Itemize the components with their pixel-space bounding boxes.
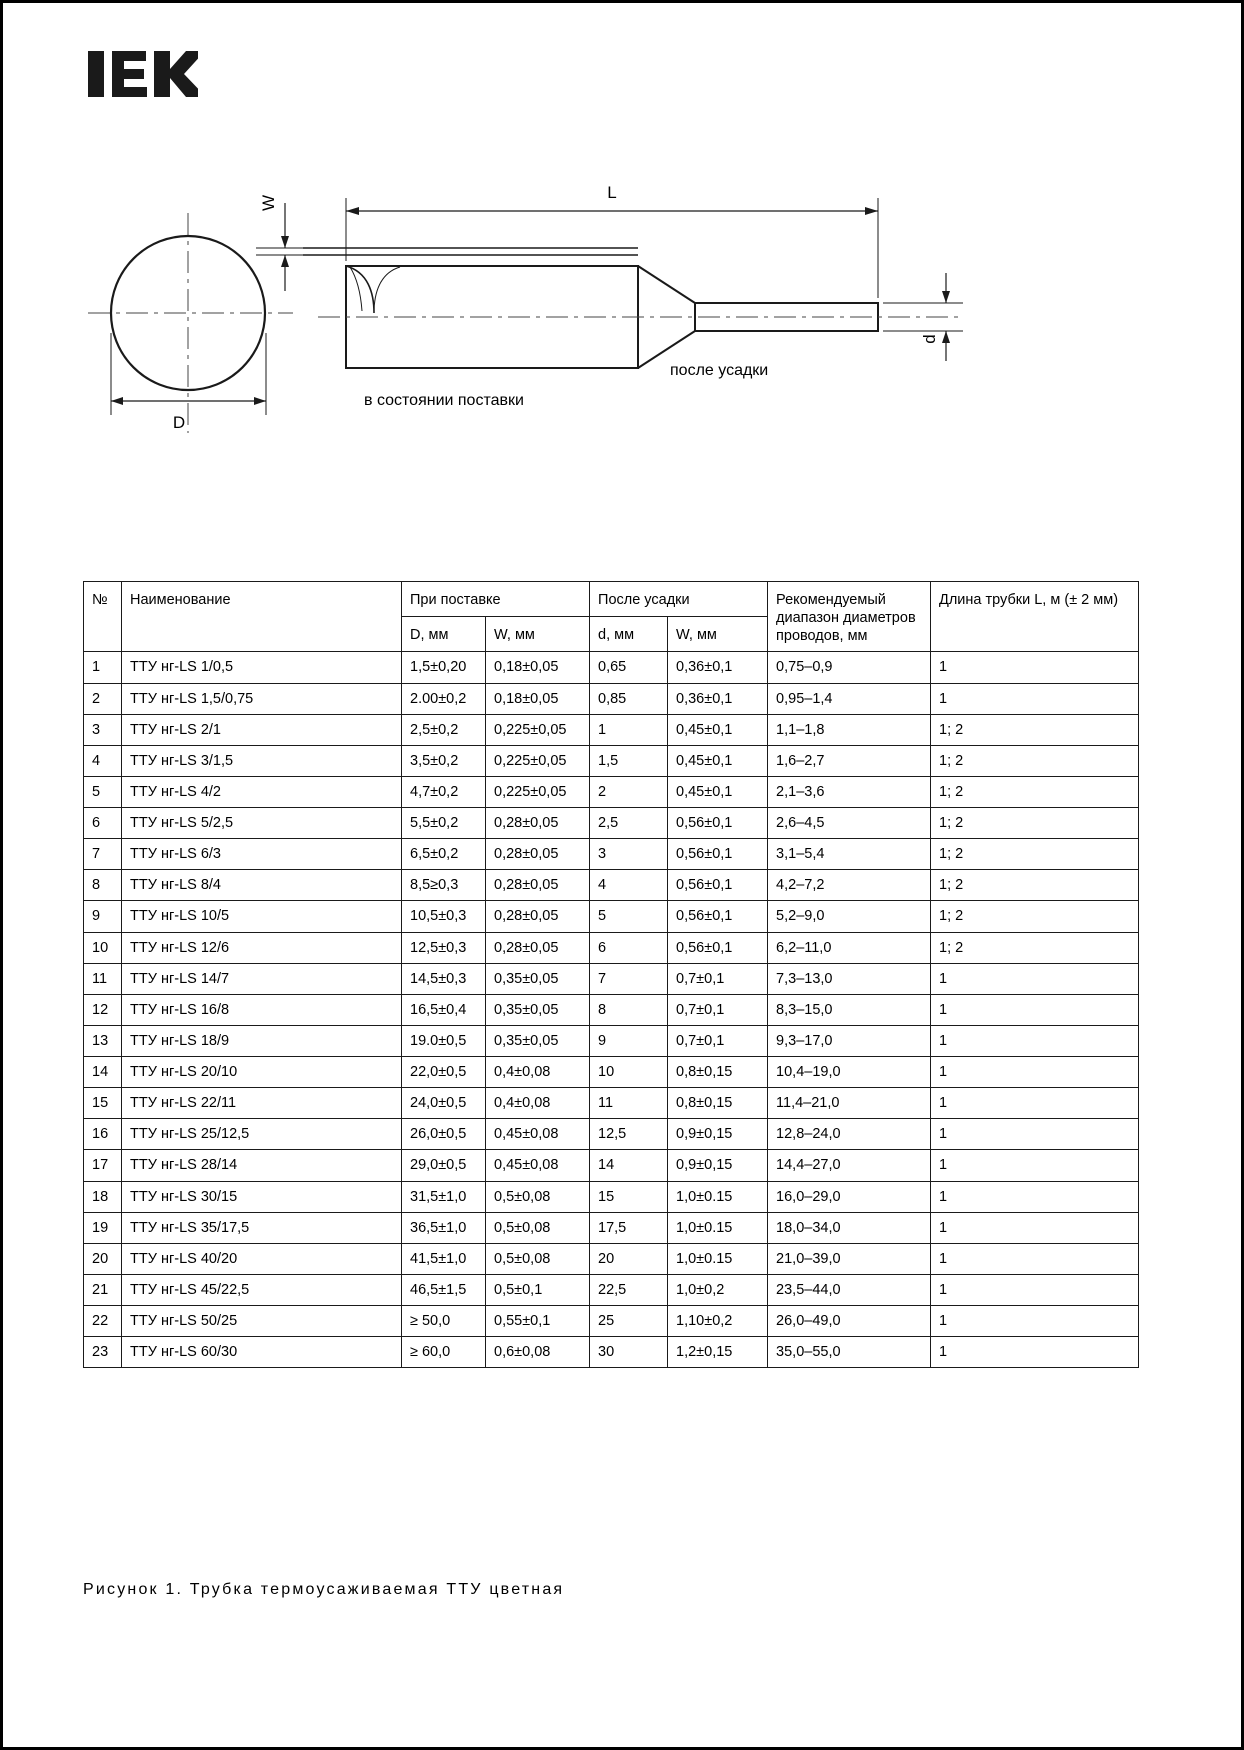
cell-length: 1: [931, 1088, 1139, 1119]
cell-supply-d: 1,5±0,20: [402, 652, 486, 683]
cell-supply-w: 0,45±0,08: [486, 1119, 590, 1150]
cell-num: 7: [84, 839, 122, 870]
cell-shrink-w: 0,56±0,1: [668, 932, 768, 963]
th-name: Наименование: [122, 582, 402, 652]
label-as-supplied: в состоянии поставки: [364, 392, 524, 409]
cell-range: 23,5–44,0: [768, 1274, 931, 1305]
cell-supply-d: 26,0±0,5: [402, 1119, 486, 1150]
cell-shrink-w: 0,56±0,1: [668, 839, 768, 870]
cell-supply-d: 3,5±0,2: [402, 745, 486, 776]
cell-num: 11: [84, 963, 122, 994]
cell-shrink-d: 20: [590, 1243, 668, 1274]
cell-supply-d: 14,5±0,3: [402, 963, 486, 994]
cell-length: 1; 2: [931, 839, 1139, 870]
spec-table: [83, 581, 1139, 1368]
cell-shrink-d: 0,85: [590, 683, 668, 714]
cell-name: ТТУ нг-LS 3/1,5: [122, 745, 402, 776]
cell-length: 1: [931, 1306, 1139, 1337]
cell-supply-d: 31,5±1,0: [402, 1181, 486, 1212]
cell-num: 18: [84, 1181, 122, 1212]
cell-length: 1; 2: [931, 808, 1139, 839]
cell-length: 1: [931, 994, 1139, 1025]
cell-num: 19: [84, 1212, 122, 1243]
table-row: [84, 1088, 1139, 1119]
cell-supply-w: 0,45±0,08: [486, 1150, 590, 1181]
technical-drawing: [78, 143, 1138, 503]
label-after-shrink: после усадки: [670, 362, 769, 379]
th-shrink-d: d, мм: [590, 617, 668, 652]
cell-shrink-d: 12,5: [590, 1119, 668, 1150]
cell-supply-d: 22,0±0,5: [402, 1057, 486, 1088]
cell-range: 7,3–13,0: [768, 963, 931, 994]
cell-supply-w: 0,28±0,05: [486, 839, 590, 870]
cell-supply-w: 0,4±0,08: [486, 1057, 590, 1088]
cell-shrink-d: 1: [590, 714, 668, 745]
cell-name: ТТУ нг-LS 35/17,5: [122, 1212, 402, 1243]
cell-shrink-w: 1,0±0,2: [668, 1274, 768, 1305]
cell-num: 2: [84, 683, 122, 714]
cell-name: ТТУ нг-LS 18/9: [122, 1025, 402, 1056]
cell-length: 1: [931, 963, 1139, 994]
cell-range: 0,75–0,9: [768, 652, 931, 683]
cell-shrink-w: 0,45±0,1: [668, 745, 768, 776]
cell-supply-d: 36,5±1,0: [402, 1212, 486, 1243]
cell-shrink-w: 0,8±0,15: [668, 1057, 768, 1088]
table-row: [84, 714, 1139, 745]
cell-num: 15: [84, 1088, 122, 1119]
cell-shrink-d: 0,65: [590, 652, 668, 683]
cell-shrink-w: 0,56±0,1: [668, 901, 768, 932]
cell-shrink-w: 0,9±0,15: [668, 1119, 768, 1150]
cell-shrink-w: 1,2±0,15: [668, 1337, 768, 1368]
cell-length: 1: [931, 1119, 1139, 1150]
table-row: [84, 1057, 1139, 1088]
cell-range: 8,3–15,0: [768, 994, 931, 1025]
table-row: [84, 808, 1139, 839]
cell-range: 21,0–39,0: [768, 1243, 931, 1274]
cell-shrink-d: 5: [590, 901, 668, 932]
cell-num: 3: [84, 714, 122, 745]
label-D: D: [172, 413, 186, 432]
cell-length: 1: [931, 1057, 1139, 1088]
cell-shrink-d: 22,5: [590, 1274, 668, 1305]
cell-range: 2,1–3,6: [768, 776, 931, 807]
cell-supply-w: 0,5±0,08: [486, 1181, 590, 1212]
cell-range: 14,4–27,0: [768, 1150, 931, 1181]
cell-num: 1: [84, 652, 122, 683]
cell-shrink-w: 0,7±0,1: [668, 963, 768, 994]
cell-num: 20: [84, 1243, 122, 1274]
cell-supply-d: 5,5±0,2: [402, 808, 486, 839]
cell-name: ТТУ нг-LS 22/11: [122, 1088, 402, 1119]
cell-shrink-w: 1,0±0.15: [668, 1212, 768, 1243]
cell-shrink-d: 10: [590, 1057, 668, 1088]
cell-supply-w: 0,5±0,1: [486, 1274, 590, 1305]
cell-shrink-w: 0,56±0,1: [668, 870, 768, 901]
cell-num: 10: [84, 932, 122, 963]
cell-supply-w: 0,225±0,05: [486, 714, 590, 745]
cell-shrink-w: 0,56±0,1: [668, 808, 768, 839]
cell-length: 1: [931, 1150, 1139, 1181]
table-row: [84, 745, 1139, 776]
cell-range: 4,2–7,2: [768, 870, 931, 901]
cell-name: ТТУ нг-LS 45/22,5: [122, 1274, 402, 1305]
cell-shrink-w: 0,9±0,15: [668, 1150, 768, 1181]
th-supply-d: D, мм: [402, 617, 486, 652]
cell-shrink-d: 30: [590, 1337, 668, 1368]
cell-shrink-d: 8: [590, 994, 668, 1025]
cell-length: 1: [931, 652, 1139, 683]
cell-length: 1; 2: [931, 870, 1139, 901]
cell-shrink-d: 15: [590, 1181, 668, 1212]
cell-supply-w: 0,35±0,05: [486, 963, 590, 994]
cell-name: ТТУ нг-LS 8/4: [122, 870, 402, 901]
cell-length: 1: [931, 1212, 1139, 1243]
cell-supply-w: 0,28±0,05: [486, 901, 590, 932]
cell-name: ТТУ нг-LS 4/2: [122, 776, 402, 807]
cell-name: ТТУ нг-LS 30/15: [122, 1181, 402, 1212]
cell-range: 9,3–17,0: [768, 1025, 931, 1056]
cell-num: 16: [84, 1119, 122, 1150]
cell-length: 1; 2: [931, 932, 1139, 963]
cell-range: 12,8–24,0: [768, 1119, 931, 1150]
cell-supply-d: ≥ 60,0: [402, 1337, 486, 1368]
cell-range: 1,1–1,8: [768, 714, 931, 745]
cell-supply-w: 0,18±0,05: [486, 683, 590, 714]
table-row: [84, 652, 1139, 683]
cell-length: 1: [931, 1274, 1139, 1305]
cell-name: ТТУ нг-LS 28/14: [122, 1150, 402, 1181]
cell-supply-w: 0,28±0,05: [486, 870, 590, 901]
cell-supply-d: 12,5±0,3: [402, 932, 486, 963]
cell-length: 1: [931, 1243, 1139, 1274]
cell-range: 35,0–55,0: [768, 1337, 931, 1368]
figure-caption: Рисунок 1. Трубка термоусаживаемая ТТУ цветная: [83, 1581, 565, 1598]
cell-supply-d: 24,0±0,5: [402, 1088, 486, 1119]
table-header-row-1: [84, 582, 1139, 617]
cell-supply-d: 19.0±0,5: [402, 1025, 486, 1056]
cell-supply-w: 0,18±0,05: [486, 652, 590, 683]
cell-range: 3,1–5,4: [768, 839, 931, 870]
cell-shrink-d: 9: [590, 1025, 668, 1056]
cell-shrink-w: 0,7±0,1: [668, 1025, 768, 1056]
th-shrink-w: W, мм: [668, 617, 768, 652]
table-row: [84, 932, 1139, 963]
cell-supply-w: 0,28±0,05: [486, 808, 590, 839]
cell-supply-d: 29,0±0,5: [402, 1150, 486, 1181]
cell-supply-d: 2.00±0,2: [402, 683, 486, 714]
table-row: [84, 1243, 1139, 1274]
cell-length: 1; 2: [931, 776, 1139, 807]
cell-shrink-d: 6: [590, 932, 668, 963]
cell-supply-d: 41,5±1,0: [402, 1243, 486, 1274]
cell-length: 1: [931, 683, 1139, 714]
cell-range: 26,0–49,0: [768, 1306, 931, 1337]
cell-supply-w: 0,5±0,08: [486, 1212, 590, 1243]
cell-supply-w: 0,5±0,08: [486, 1243, 590, 1274]
cell-shrink-w: 1,0±0.15: [668, 1243, 768, 1274]
cell-shrink-w: 0,36±0,1: [668, 683, 768, 714]
table-row: [84, 1119, 1139, 1150]
cell-supply-d: 16,5±0,4: [402, 994, 486, 1025]
table-row: [84, 1181, 1139, 1212]
cell-supply-w: 0,28±0,05: [486, 932, 590, 963]
table-row: [84, 1150, 1139, 1181]
cell-name: ТТУ нг-LS 12/6: [122, 932, 402, 963]
label-L: L: [607, 183, 617, 202]
table-row: [84, 1306, 1139, 1337]
cell-name: ТТУ нг-LS 1/0,5: [122, 652, 402, 683]
cell-shrink-w: 0,8±0,15: [668, 1088, 768, 1119]
cell-supply-w: 0,55±0,1: [486, 1306, 590, 1337]
cell-num: 13: [84, 1025, 122, 1056]
cell-num: 23: [84, 1337, 122, 1368]
cell-shrink-w: 0,45±0,1: [668, 776, 768, 807]
cell-shrink-d: 14: [590, 1150, 668, 1181]
cell-name: ТТУ нг-LS 50/25: [122, 1306, 402, 1337]
th-range: Рекомендуемый диапазон диаметров проводов, мм: [768, 582, 931, 652]
cell-length: 1; 2: [931, 714, 1139, 745]
cell-supply-d: 8,5≥0,3: [402, 870, 486, 901]
cell-supply-w: 0,6±0,08: [486, 1337, 590, 1368]
cell-num: 17: [84, 1150, 122, 1181]
table-row: [84, 994, 1139, 1025]
spec-table-wrapper: [83, 581, 1138, 1368]
cell-name: ТТУ нг-LS 1,5/0,75: [122, 683, 402, 714]
th-length: Длина трубки L, м (± 2 мм): [931, 582, 1139, 652]
cell-shrink-w: 0,45±0,1: [668, 714, 768, 745]
table-row: [84, 870, 1139, 901]
cell-range: 16,0–29,0: [768, 1181, 931, 1212]
cell-shrink-w: 1,10±0,2: [668, 1306, 768, 1337]
cell-supply-d: ≥ 50,0: [402, 1306, 486, 1337]
table-row: [84, 1337, 1139, 1368]
cell-shrink-w: 0,7±0,1: [668, 994, 768, 1025]
iek-logo: [88, 43, 198, 105]
cell-shrink-w: 0,36±0,1: [668, 652, 768, 683]
cell-range: 18,0–34,0: [768, 1212, 931, 1243]
table-row: [84, 901, 1139, 932]
cell-name: ТТУ нг-LS 40/20: [122, 1243, 402, 1274]
cell-range: 5,2–9,0: [768, 901, 931, 932]
cell-length: 1: [931, 1337, 1139, 1368]
cell-supply-d: 46,5±1,5: [402, 1274, 486, 1305]
cell-range: 1,6–2,7: [768, 745, 931, 776]
cell-shrink-d: 25: [590, 1306, 668, 1337]
cell-num: 4: [84, 745, 122, 776]
cell-shrink-d: 17,5: [590, 1212, 668, 1243]
table-row: [84, 1212, 1139, 1243]
table-row: [84, 683, 1139, 714]
cell-num: 21: [84, 1274, 122, 1305]
cell-name: ТТУ нг-LS 2/1: [122, 714, 402, 745]
th-supply-w: W, мм: [486, 617, 590, 652]
cell-shrink-w: 1,0±0.15: [668, 1181, 768, 1212]
th-supply-group: При поставке: [402, 582, 590, 617]
cell-num: 5: [84, 776, 122, 807]
cell-range: 10,4–19,0: [768, 1057, 931, 1088]
cell-name: ТТУ нг-LS 25/12,5: [122, 1119, 402, 1150]
cell-supply-d: 6,5±0,2: [402, 839, 486, 870]
cell-shrink-d: 1,5: [590, 745, 668, 776]
cell-name: ТТУ нг-LS 20/10: [122, 1057, 402, 1088]
cell-length: 1; 2: [931, 745, 1139, 776]
cell-supply-w: 0,4±0,08: [486, 1088, 590, 1119]
cell-name: ТТУ нг-LS 10/5: [122, 901, 402, 932]
cell-supply-w: 0,35±0,05: [486, 994, 590, 1025]
table-row: [84, 776, 1139, 807]
table-row: [84, 1274, 1139, 1305]
table-row: [84, 963, 1139, 994]
cell-length: 1: [931, 1025, 1139, 1056]
cell-length: 1; 2: [931, 901, 1139, 932]
cell-shrink-d: 3: [590, 839, 668, 870]
cell-num: 6: [84, 808, 122, 839]
logo-icon: [88, 43, 198, 105]
th-shrink-group: После усадки: [590, 582, 768, 617]
cell-name: ТТУ нг-LS 5/2,5: [122, 808, 402, 839]
cell-range: 11,4–21,0: [768, 1088, 931, 1119]
cell-supply-w: 0,225±0,05: [486, 745, 590, 776]
cell-num: 12: [84, 994, 122, 1025]
cell-shrink-d: 7: [590, 963, 668, 994]
cell-range: 0,95–1,4: [768, 683, 931, 714]
table-row: [84, 1025, 1139, 1056]
cell-num: 22: [84, 1306, 122, 1337]
cell-supply-w: 0,35±0,05: [486, 1025, 590, 1056]
cell-supply-d: 10,5±0,3: [402, 901, 486, 932]
table-body: [84, 652, 1139, 1368]
label-d: d: [920, 334, 939, 344]
cell-name: ТТУ нг-LS 6/3: [122, 839, 402, 870]
cell-shrink-d: 2,5: [590, 808, 668, 839]
cell-num: 14: [84, 1057, 122, 1088]
cell-range: 6,2–11,0: [768, 932, 931, 963]
cell-shrink-d: 11: [590, 1088, 668, 1119]
cell-range: 2,6–4,5: [768, 808, 931, 839]
cell-num: 9: [84, 901, 122, 932]
cell-shrink-d: 4: [590, 870, 668, 901]
cell-supply-d: 2,5±0,2: [402, 714, 486, 745]
cell-name: ТТУ нг-LS 60/30: [122, 1337, 402, 1368]
cell-num: 8: [84, 870, 122, 901]
cell-shrink-d: 2: [590, 776, 668, 807]
cell-name: ТТУ нг-LS 14/7: [122, 963, 402, 994]
cell-supply-d: 4,7±0,2: [402, 776, 486, 807]
cell-length: 1: [931, 1181, 1139, 1212]
page-content: [3, 3, 1241, 1747]
th-num: №: [84, 582, 122, 652]
label-W: W: [259, 194, 278, 212]
cell-supply-w: 0,225±0,05: [486, 776, 590, 807]
table-header: [84, 582, 1139, 652]
table-row: [84, 839, 1139, 870]
cell-name: ТТУ нг-LS 16/8: [122, 994, 402, 1025]
